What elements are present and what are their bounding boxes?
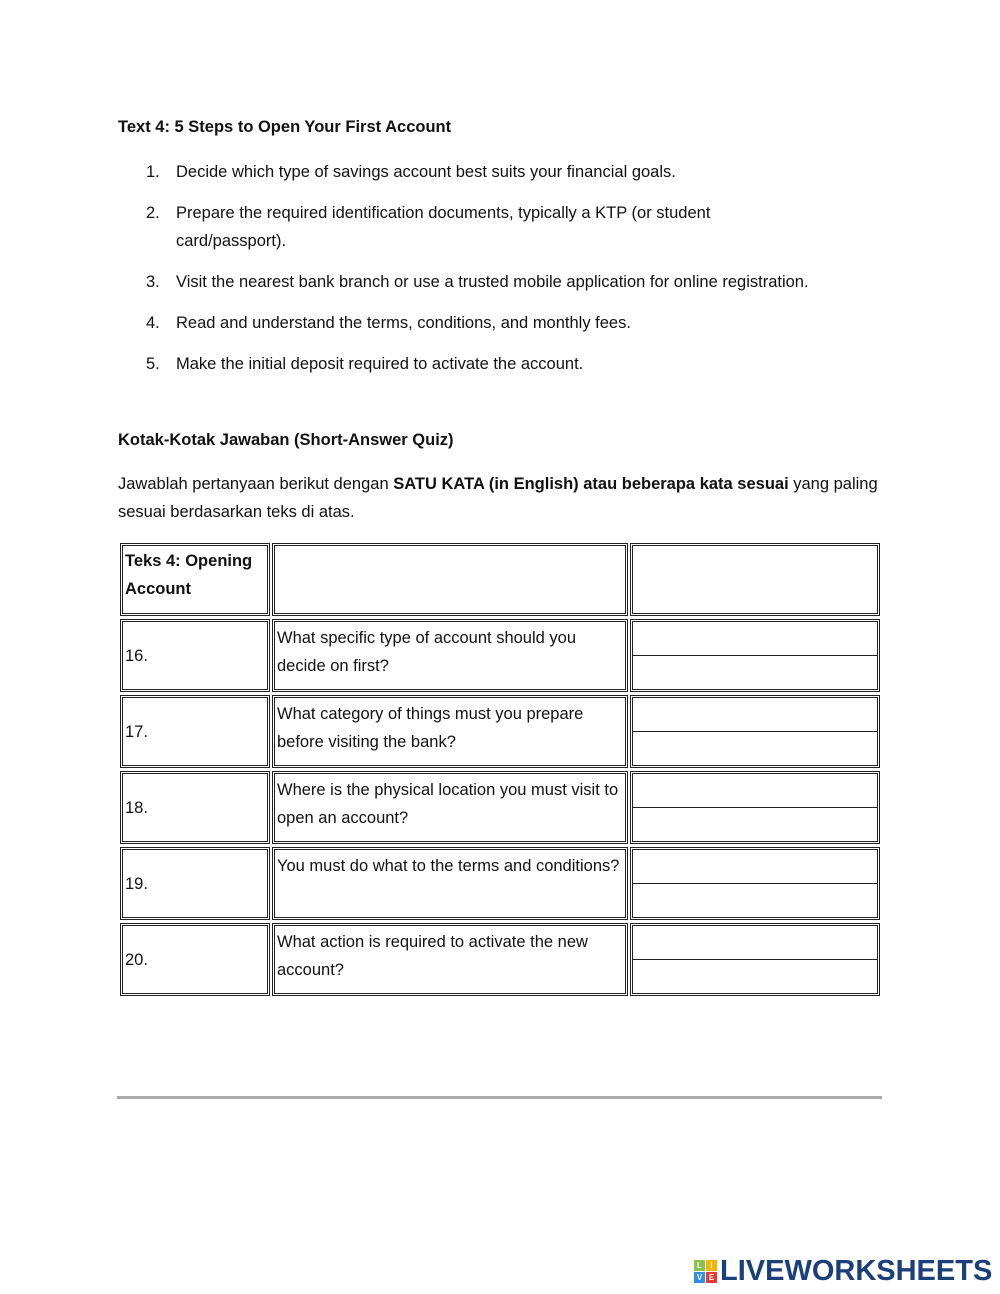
number-cell <box>120 619 270 692</box>
number-cell <box>120 695 270 768</box>
step-text: Read and understand the terms, conditions, and monthly fees. <box>176 314 631 332</box>
step-number: 4. <box>146 314 160 332</box>
step-item <box>118 350 888 378</box>
question-number: 18. <box>125 798 148 817</box>
number-cell <box>120 847 270 920</box>
answer-line <box>633 655 877 656</box>
number-cell <box>120 923 270 996</box>
step-number: 2. <box>146 204 160 222</box>
liveworksheets-logo <box>694 1255 992 1288</box>
answer-field[interactable] <box>630 923 880 996</box>
answer-line <box>633 883 877 884</box>
question-text: What action is required to activate the new account? <box>272 923 628 996</box>
steps-list <box>118 158 888 391</box>
answer-field[interactable] <box>630 771 880 844</box>
number-cell <box>120 771 270 844</box>
answer-field[interactable] <box>630 695 880 768</box>
step-text: Visit the nearest bank branch or use a trusted mobile application for online registration. <box>176 273 809 291</box>
question-text: What specific type of account should you decide on first? <box>272 619 628 692</box>
step-item <box>118 158 888 186</box>
logo-letter: I <box>706 1260 717 1271</box>
question-number: 17. <box>125 722 148 741</box>
instruction-text: yang paling sesuai berdasarkan teks di atas. <box>118 475 878 521</box>
question-text: You must do what to the terms and conditions? <box>272 847 628 920</box>
divider <box>117 1096 882 1099</box>
logo-letter: L <box>694 1260 705 1271</box>
empty-cell <box>272 543 628 616</box>
instruction-bold: SATU KATA (in English) atau beberapa kata sesuai <box>393 475 789 493</box>
step-item <box>118 309 888 337</box>
answer-line <box>633 731 877 732</box>
step-item <box>118 199 888 255</box>
logo-letter: V <box>694 1272 705 1283</box>
step-text: Make the initial deposit required to activate the account. <box>176 355 584 373</box>
question-text: What category of things must you prepare before visiting the bank? <box>272 695 628 768</box>
step-number: 5. <box>146 355 160 373</box>
answer-line <box>633 959 877 960</box>
empty-cell <box>630 543 880 616</box>
step-text: Decide which type of savings account best suits your financial goals. <box>176 163 676 181</box>
answer-field[interactable] <box>630 619 880 692</box>
instruction-text: Jawablah pertanyaan berikut dengan <box>118 475 394 493</box>
question-number: 19. <box>125 874 148 893</box>
question-number: 16. <box>125 646 148 665</box>
quiz-title: Kotak-Kotak Jawaban (Short-Answer Quiz) <box>118 431 454 449</box>
step-number: 3. <box>146 273 160 291</box>
quiz-instruction <box>118 470 888 526</box>
table-header: Teks 4: Opening Account <box>120 543 270 616</box>
step-number: 1. <box>146 163 160 181</box>
question-number: 20. <box>125 950 148 969</box>
answer-field[interactable] <box>630 847 880 920</box>
logo-squares-icon <box>694 1260 717 1283</box>
logo-letter: E <box>706 1272 717 1283</box>
question-text: Where is the physical location you must visit to open an account? <box>272 771 628 844</box>
answer-line <box>633 807 877 808</box>
text4-title: Text 4: 5 Steps to Open Your First Account <box>118 118 452 136</box>
step-text: Prepare the required identification documents, typically a KTP (or student card/passport). <box>176 204 711 250</box>
logo-text: LIVEWORKSHEETS <box>720 1255 993 1287</box>
step-item <box>118 268 888 296</box>
